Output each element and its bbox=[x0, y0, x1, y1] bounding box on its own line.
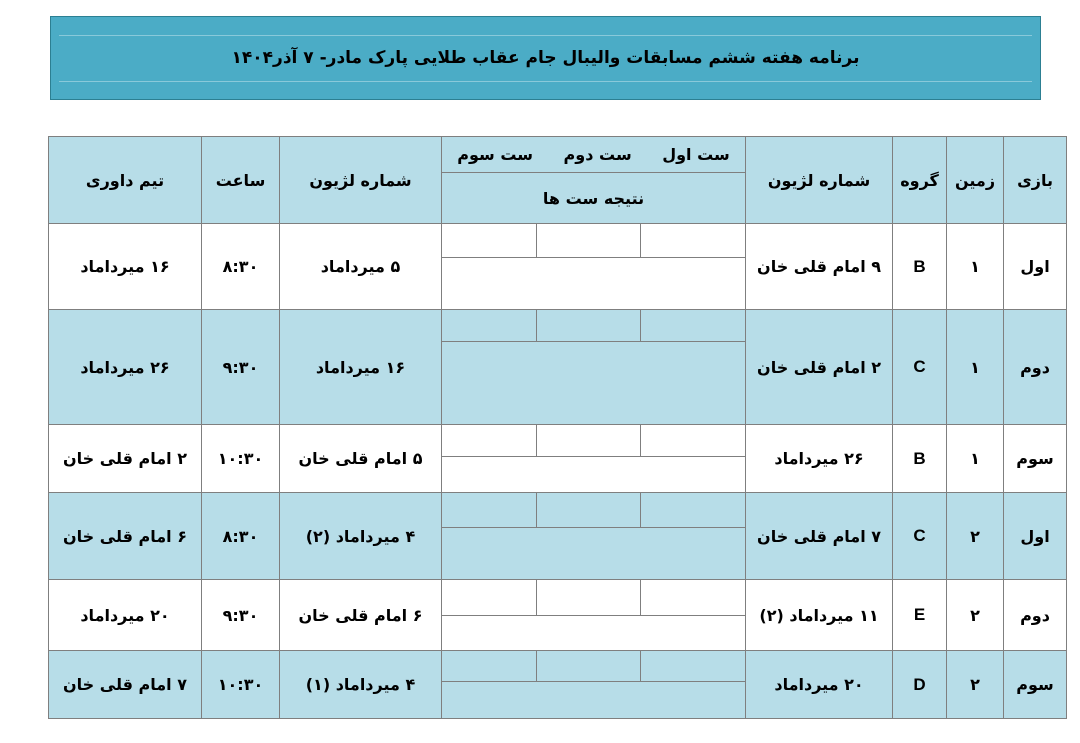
cell-court: ۲ bbox=[947, 493, 1004, 580]
set3-score-input[interactable] bbox=[442, 425, 537, 457]
cell-referee: ۷ امام قلی خان bbox=[49, 651, 202, 719]
cell-time: ۸:۳۰ bbox=[202, 224, 280, 310]
cell-time: ۱۰:۳۰ bbox=[202, 425, 280, 493]
header-time: ساعت bbox=[202, 137, 280, 224]
cell-game: اول bbox=[1004, 493, 1067, 580]
cell-court: ۱ bbox=[947, 224, 1004, 310]
cell-group: B bbox=[893, 425, 947, 493]
set-results-input[interactable] bbox=[442, 457, 746, 493]
set1-score-input[interactable] bbox=[641, 580, 746, 616]
cell-court: ۱ bbox=[947, 310, 1004, 425]
set3-score-input[interactable] bbox=[442, 651, 537, 682]
set1-score-input[interactable] bbox=[641, 651, 746, 682]
set1-score-input[interactable] bbox=[641, 224, 746, 258]
table-row bbox=[49, 310, 1067, 342]
cell-court: ۲ bbox=[947, 580, 1004, 651]
cell-court: ۱ bbox=[947, 425, 1004, 493]
cell-time: ۱۰:۳۰ bbox=[202, 651, 280, 719]
cell-team-b: ۴ میرداماد (۲) bbox=[280, 493, 442, 580]
cell-game: اول bbox=[1004, 224, 1067, 310]
header-referee: تیم داوری bbox=[49, 137, 202, 224]
cell-group: D bbox=[893, 651, 947, 719]
header-set1: ست اول bbox=[662, 145, 730, 164]
table-row bbox=[49, 425, 1067, 457]
header-set-results: نتیجه ست ها bbox=[442, 173, 746, 224]
set-results-input[interactable] bbox=[442, 258, 746, 310]
cell-referee: ۲۰ میرداماد bbox=[49, 580, 202, 651]
set2-score-input[interactable] bbox=[537, 580, 641, 616]
cell-group: B bbox=[893, 224, 947, 310]
cell-team-b: ۱۶ میرداماد bbox=[280, 310, 442, 425]
header-group: گروه bbox=[893, 137, 947, 224]
cell-team-a: ۲ امام قلی خان bbox=[746, 310, 893, 425]
set1-score-input[interactable] bbox=[641, 493, 746, 528]
cell-team-a: ۹ امام قلی خان bbox=[746, 224, 893, 310]
set2-score-input[interactable] bbox=[537, 310, 641, 342]
set-results-input[interactable] bbox=[442, 682, 746, 719]
cell-referee: ۶ امام قلی خان bbox=[49, 493, 202, 580]
header-set-labels bbox=[442, 137, 746, 173]
set-results-input[interactable] bbox=[442, 342, 746, 425]
header-set3: ست سوم bbox=[457, 145, 534, 164]
table-row bbox=[49, 580, 1067, 616]
cell-team-b: ۶ امام قلی خان bbox=[280, 580, 442, 651]
header-court: زمین bbox=[947, 137, 1004, 224]
table-row bbox=[49, 224, 1067, 258]
cell-referee: ۲ امام قلی خان bbox=[49, 425, 202, 493]
cell-team-a: ۲۶ میرداماد bbox=[746, 425, 893, 493]
cell-time: ۹:۳۰ bbox=[202, 580, 280, 651]
set3-score-input[interactable] bbox=[442, 310, 537, 342]
header-row bbox=[49, 137, 1067, 173]
cell-referee: ۲۶ میرداماد bbox=[49, 310, 202, 425]
set-results-input[interactable] bbox=[442, 528, 746, 580]
set2-score-input[interactable] bbox=[537, 493, 641, 528]
header-league-number-a: شماره لژیون bbox=[746, 137, 893, 224]
cell-referee: ۱۶ میرداماد bbox=[49, 224, 202, 310]
set-results-input[interactable] bbox=[442, 616, 746, 651]
header-set2: ست دوم bbox=[563, 145, 632, 164]
cell-time: ۸:۳۰ bbox=[202, 493, 280, 580]
cell-game: دوم bbox=[1004, 580, 1067, 651]
table-row bbox=[49, 493, 1067, 528]
header-league-number-b: شماره لژیون bbox=[280, 137, 442, 224]
cell-time: ۹:۳۰ bbox=[202, 310, 280, 425]
set3-score-input[interactable] bbox=[442, 580, 537, 616]
set1-score-input[interactable] bbox=[641, 425, 746, 457]
cell-team-a: ۱۱ میرداماد (۲) bbox=[746, 580, 893, 651]
schedule-table bbox=[48, 136, 1067, 719]
set2-score-input[interactable] bbox=[537, 224, 641, 258]
cell-team-a: ۲۰ میرداماد bbox=[746, 651, 893, 719]
cell-team-b: ۵ امام قلی خان bbox=[280, 425, 442, 493]
table-row bbox=[49, 651, 1067, 682]
header-game: بازی bbox=[1004, 137, 1067, 224]
cell-court: ۲ bbox=[947, 651, 1004, 719]
set2-score-input[interactable] bbox=[537, 651, 641, 682]
cell-game: سوم bbox=[1004, 425, 1067, 493]
cell-group: E bbox=[893, 580, 947, 651]
title-banner bbox=[50, 16, 1041, 100]
cell-group: C bbox=[893, 493, 947, 580]
cell-game: دوم bbox=[1004, 310, 1067, 425]
cell-game: سوم bbox=[1004, 651, 1067, 719]
cell-team-b: ۴ میرداماد (۱) bbox=[280, 651, 442, 719]
set1-score-input[interactable] bbox=[641, 310, 746, 342]
cell-team-a: ۷ امام قلی خان bbox=[746, 493, 893, 580]
cell-group: C bbox=[893, 310, 947, 425]
set2-score-input[interactable] bbox=[537, 425, 641, 457]
page-title: برنامه هفته ششم مسابقات والیبال جام عقاب طلایی پارک مادر- ۷ آذر۱۴۰۴ bbox=[231, 48, 860, 68]
set3-score-input[interactable] bbox=[442, 224, 537, 258]
set3-score-input[interactable] bbox=[442, 493, 537, 528]
cell-team-b: ۵ میرداماد bbox=[280, 224, 442, 310]
